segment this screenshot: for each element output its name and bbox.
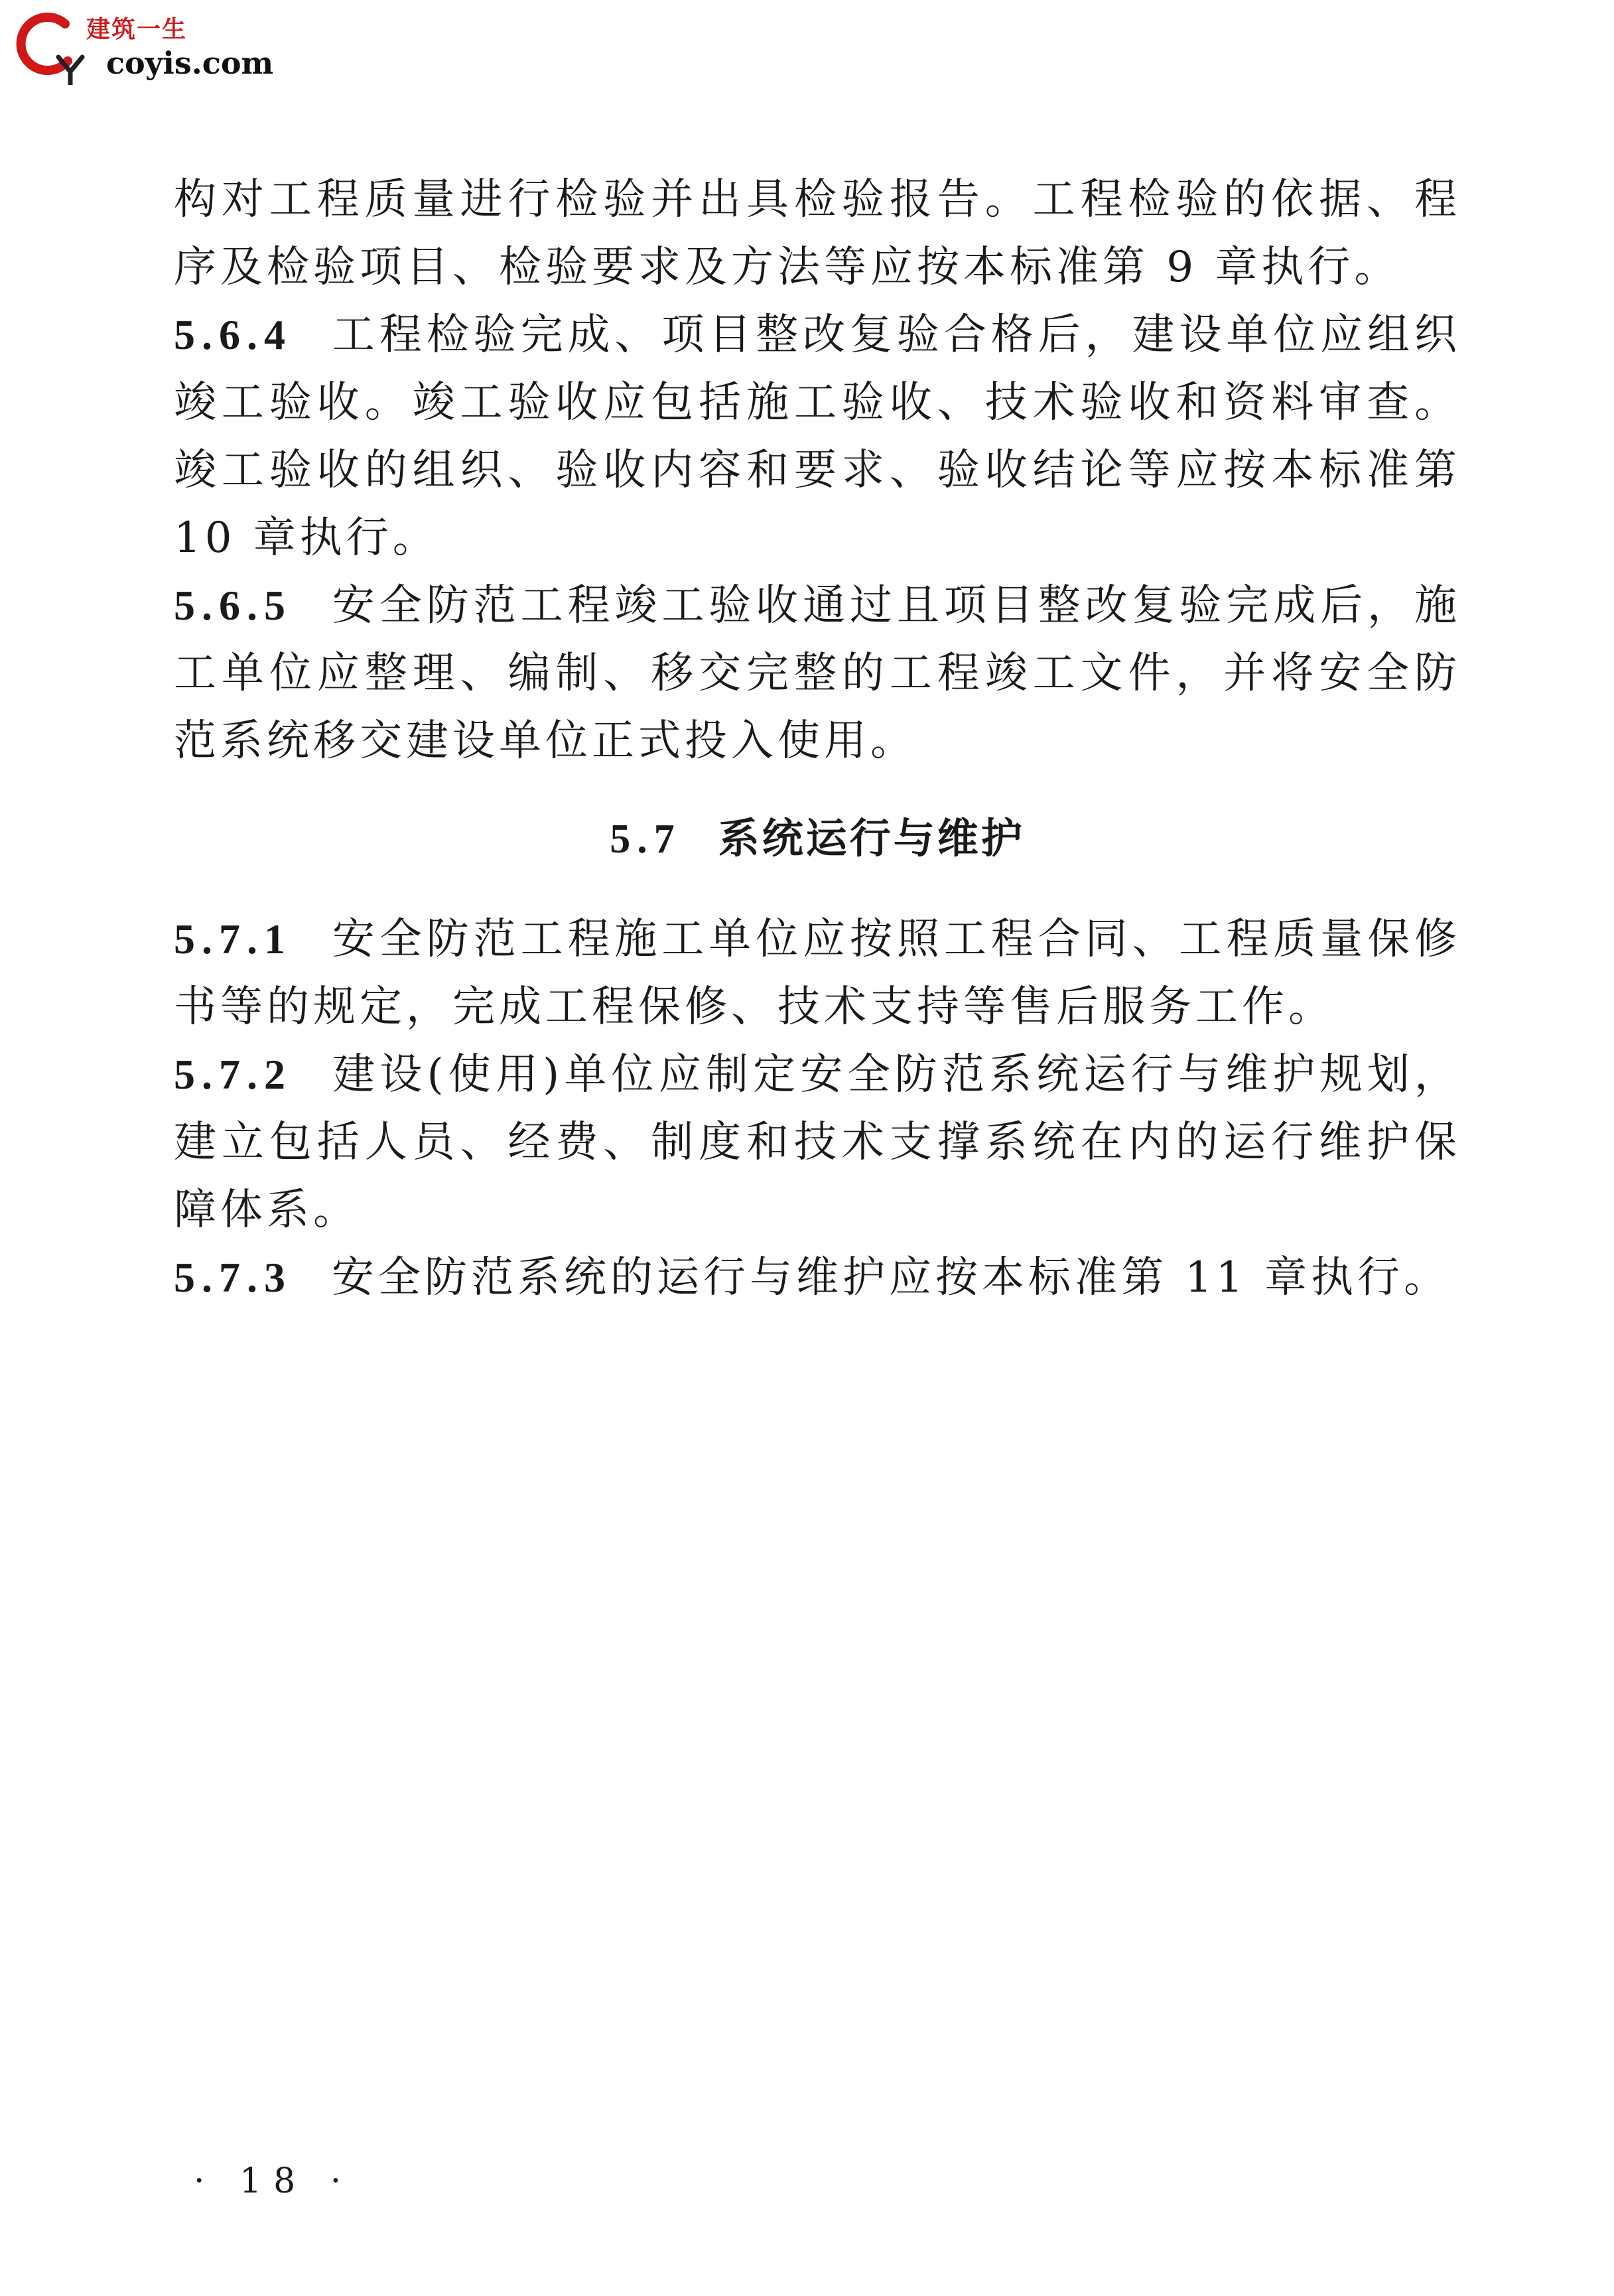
clause-number: 5.7.2 [174,1051,292,1098]
clause-text: 建设(使用)单位应制定安全防范系统运行与维护规划，建立包括人员、经费、制度和技术支撑系统在内的运行维护保障体系。 [174,1050,1461,1235]
watermark-logo [7,5,285,85]
document-body [174,166,1461,1312]
clause-number: 5.6.5 [174,582,292,629]
clause-number: 5.6.4 [174,311,292,358]
cy-logo-icon [7,5,93,85]
watermark-site-name: 建筑一生 [86,16,188,43]
clause-5-7-1 [174,906,1461,1041]
clause-5-7-2 [174,1041,1461,1244]
clause-number: 5.7.3 [174,1254,292,1301]
clause-text: 安全防范工程施工单位应按照工程合同、工程质量保修书等的规定，完成工程保修、技术支持等售后服务工作。 [174,915,1461,1032]
clause-5-6-5 [174,572,1461,775]
section-title: 系统运行与维护 [718,814,1025,862]
paragraph-continuation [174,166,1461,301]
clause-text: 工程检验完成、项目整改复验合格后，建设单位应组织竣工验收。竣工验收应包括施工验收、技术验收和资料审查。竣工验收的组织、验收内容和要求、验收结论等应按本标准第 10 章执行。 [174,310,1461,563]
page-number: · 18 · [194,2161,354,2201]
paragraph-text: 构对工程质量进行检验并出具检验报告。工程检验的依据、程序及检验项目、检验要求及方法等应按本标准第 9 章执行。 [174,175,1461,292]
clause-5-6-4 [174,301,1461,572]
clause-text: 安全防范工程竣工验收通过且项目整改复验完成后，施工单位应整理、编制、移交完整的工程竣工文件，并将安全防范系统移交建设单位正式投入使用。 [174,581,1461,766]
clause-text: 安全防范系统的运行与维护应按本标准第 11 章执行。 [332,1253,1451,1302]
clause-number: 5.7.1 [174,915,292,963]
clause-5-7-3 [174,1244,1461,1312]
section-number: 5.7 [610,817,681,862]
watermark-site-domain: coyis.com [106,45,274,81]
section-heading [174,805,1461,872]
